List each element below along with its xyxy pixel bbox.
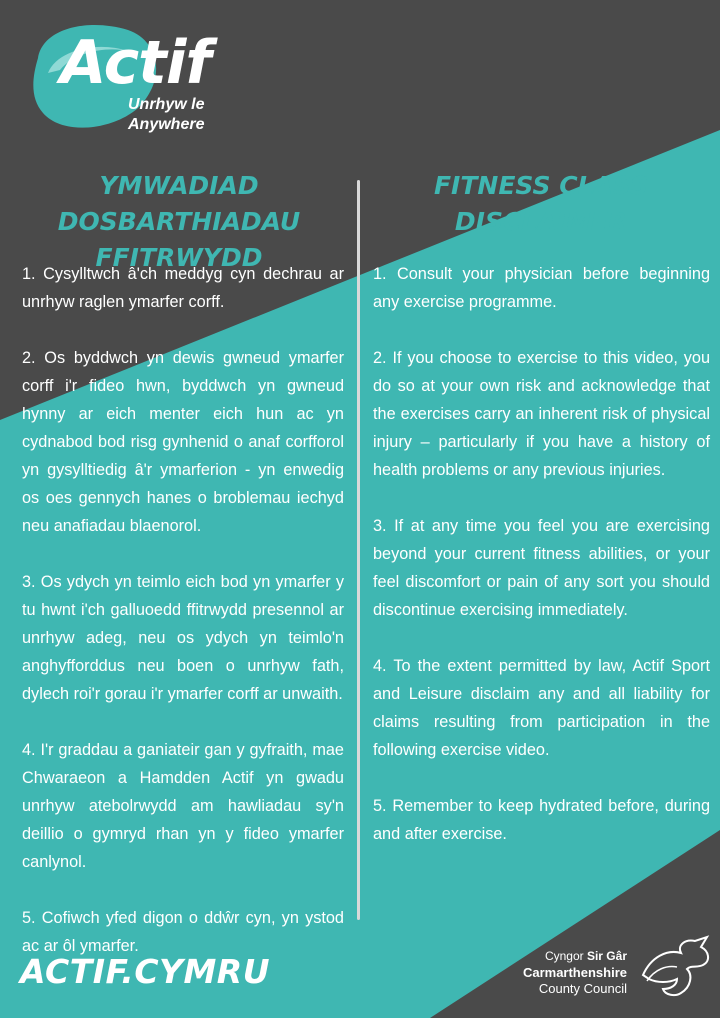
- english-heading-line1: FITNESS CLASS: [433, 171, 648, 200]
- welsh-heading-line2: DOSBARTHIADAU FFITRWYDD: [57, 207, 301, 272]
- council-name-line3: County Council: [538, 981, 627, 996]
- council-cyngor: Cyngor: [544, 949, 584, 963]
- english-item-3: 3. If at any time you feel you are exercising beyond your current fitness abilities, or your feel discomfort or pain of any sort you should discontinue exercising immediately.: [373, 517, 710, 619]
- welsh-item-1: 1. Cysylltwch â'ch meddyg cyn dechrau ar unrhyw raglen ymarfer corff.: [22, 265, 344, 311]
- welsh-item-2: 2. Os byddwch yn dewis gwneud ymarfer corff i'r fideo hwn, byddwch yn gwneud hynny ar eich menter eich hun ac yn cydnabod bod risg gynhenid o anaf corfforol yn gysylltiedig â'r ymarferion - yn enwedig os oes gennych hanes o broblemau iechyd neu anafiadau blaenorol.: [22, 349, 344, 535]
- council-sir-gar: Sir Gâr: [586, 949, 627, 963]
- english-disclaimer-list: [373, 260, 710, 876]
- logo-tagline-welsh: Unrhyw le: [128, 96, 205, 113]
- council-logo: [522, 935, 715, 1005]
- welsh-item-5: 5. Cofiwch yfed digon o ddŵr cyn, yn ystod ac ar ôl ymarfer.: [22, 909, 344, 955]
- english-item-4: 4. To the extent permitted by law, Actif Sport and Leisure disclaim any and all liability for claims resulting from participation in the following exercise video.: [373, 657, 710, 759]
- council-name-welsh: [545, 949, 627, 963]
- english-heading: [366, 168, 716, 240]
- website-url[interactable]: ACTIF.CYMRU: [20, 952, 270, 991]
- column-divider: [357, 180, 360, 920]
- english-heading-line2: DISCLAIMER: [454, 207, 628, 236]
- english-item-5: 5. Remember to keep hydrated before, during and after exercise.: [373, 797, 710, 843]
- logo-tagline-english: Anywhere: [128, 116, 205, 133]
- council-name-line2: Carmarthenshire: [522, 965, 627, 980]
- welsh-item-3: 3. Os ydych yn teimlo eich bod yn ymarfer y tu hwnt i'ch galluoedd ffitrwydd presennol ar unrhyw adeg, neu os ydych yn teimlo'n anghyfforddus neu boen o unrhyw fath, dylech roi'r gorau i'r ymarfer corff ar unwaith.: [22, 573, 344, 703]
- dragon-icon: [637, 935, 713, 1001]
- english-item-2: 2. If you choose to exercise to this video, you do so at your own risk and acknowledge that the exercises carry an inherent risk of physical injury – particularly if you have a history of health problems or any previous injuries.: [373, 349, 710, 479]
- welsh-item-4: 4. I'r graddau a ganiateir gan y gyfraith, mae Chwaraeon a Hamdden Actif yn gwadu unrhyw atebolrwydd am hawliadau sy'n deillio o gymryd rhan yn y fideo ymarfer canlynol.: [22, 741, 344, 871]
- logo-wordmark: Actif: [60, 28, 211, 98]
- english-item-1: 1. Consult your physician before beginning any exercise programme.: [373, 265, 710, 311]
- welsh-heading-line1: YMWADIAD: [99, 171, 259, 200]
- welsh-disclaimer-list: [22, 260, 344, 988]
- actif-logo: [18, 18, 248, 138]
